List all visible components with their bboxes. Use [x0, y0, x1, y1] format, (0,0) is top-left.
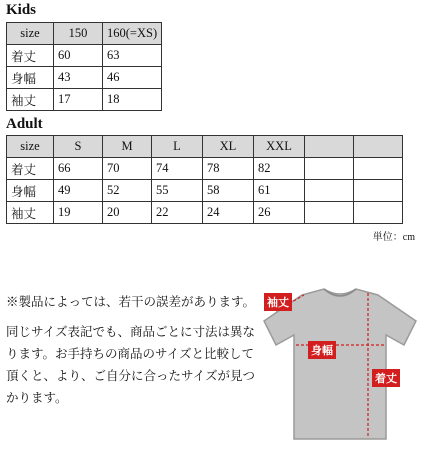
- note-line: 同じサイズ表記でも、商品ごとに寸法は異な: [6, 325, 256, 339]
- table-cell: 78: [203, 158, 254, 180]
- header-cell: 160(=XS): [103, 23, 162, 45]
- row-label: 身幅: [7, 180, 54, 202]
- table-cell: 55: [152, 180, 203, 202]
- table-row: [7, 202, 403, 224]
- table-header-row: [7, 136, 403, 158]
- table-cell: 43: [54, 67, 103, 89]
- table-cell: 17: [54, 89, 103, 111]
- row-label: 袖丈: [7, 202, 54, 224]
- adult-size-table: [6, 135, 403, 224]
- header-cell: L: [152, 136, 203, 158]
- table-row: [7, 180, 403, 202]
- table-row: [7, 67, 162, 89]
- table-row: [7, 89, 162, 111]
- table-cell: [305, 180, 354, 202]
- note-line: ります。お手持ちの商品のサイズと比較して: [6, 347, 255, 361]
- table-cell: 63: [103, 45, 162, 67]
- table-row: [7, 158, 403, 180]
- table-cell: [305, 202, 354, 224]
- table-cell: [305, 158, 354, 180]
- table-cell: 82: [254, 158, 305, 180]
- table-cell: 60: [54, 45, 103, 67]
- row-label: 着丈: [7, 45, 54, 67]
- table-header-row: [7, 23, 162, 45]
- row-label: 身幅: [7, 67, 54, 89]
- table-cell: 70: [103, 158, 152, 180]
- row-label: 着丈: [7, 158, 54, 180]
- table-cell: 18: [103, 89, 162, 111]
- table-cell: 22: [152, 202, 203, 224]
- adult-title: Adult: [6, 116, 43, 132]
- header-cell: size: [7, 136, 54, 158]
- table-cell: 46: [103, 67, 162, 89]
- table-cell: 49: [54, 180, 103, 202]
- header-cell: [305, 136, 354, 158]
- body-length-label: 着丈: [372, 369, 400, 387]
- table-cell: 74: [152, 158, 203, 180]
- header-cell: [354, 136, 403, 158]
- header-cell: M: [103, 136, 152, 158]
- header-cell: XXL: [254, 136, 305, 158]
- table-row: [7, 45, 162, 67]
- table-cell: 19: [54, 202, 103, 224]
- tshirt-diagram: [258, 283, 422, 443]
- note-line: 頂くと、より、ご自分に合ったサイズが見つ: [6, 369, 256, 383]
- header-cell: XL: [203, 136, 254, 158]
- table-cell: 24: [203, 202, 254, 224]
- note-line: ※製品によっては、若干の誤差があります。: [6, 295, 256, 309]
- table-cell: 52: [103, 180, 152, 202]
- table-cell: 26: [254, 202, 305, 224]
- unit-label: 単位：cm: [372, 232, 415, 243]
- sleeve-length-label: 袖丈: [264, 293, 292, 311]
- kids-size-table: [6, 22, 162, 111]
- table-cell: 66: [54, 158, 103, 180]
- table-cell: 20: [103, 202, 152, 224]
- table-cell: [354, 202, 403, 224]
- kids-title: Kids: [6, 2, 37, 18]
- table-cell: 58: [203, 180, 254, 202]
- table-cell: 61: [254, 180, 305, 202]
- table-cell: [354, 158, 403, 180]
- body-width-label: 身幅: [308, 341, 336, 359]
- row-label: 袖丈: [7, 89, 54, 111]
- note-line: かります。: [6, 391, 68, 405]
- header-cell: size: [7, 23, 54, 45]
- header-cell: S: [54, 136, 103, 158]
- header-cell: 150: [54, 23, 103, 45]
- table-cell: [354, 180, 403, 202]
